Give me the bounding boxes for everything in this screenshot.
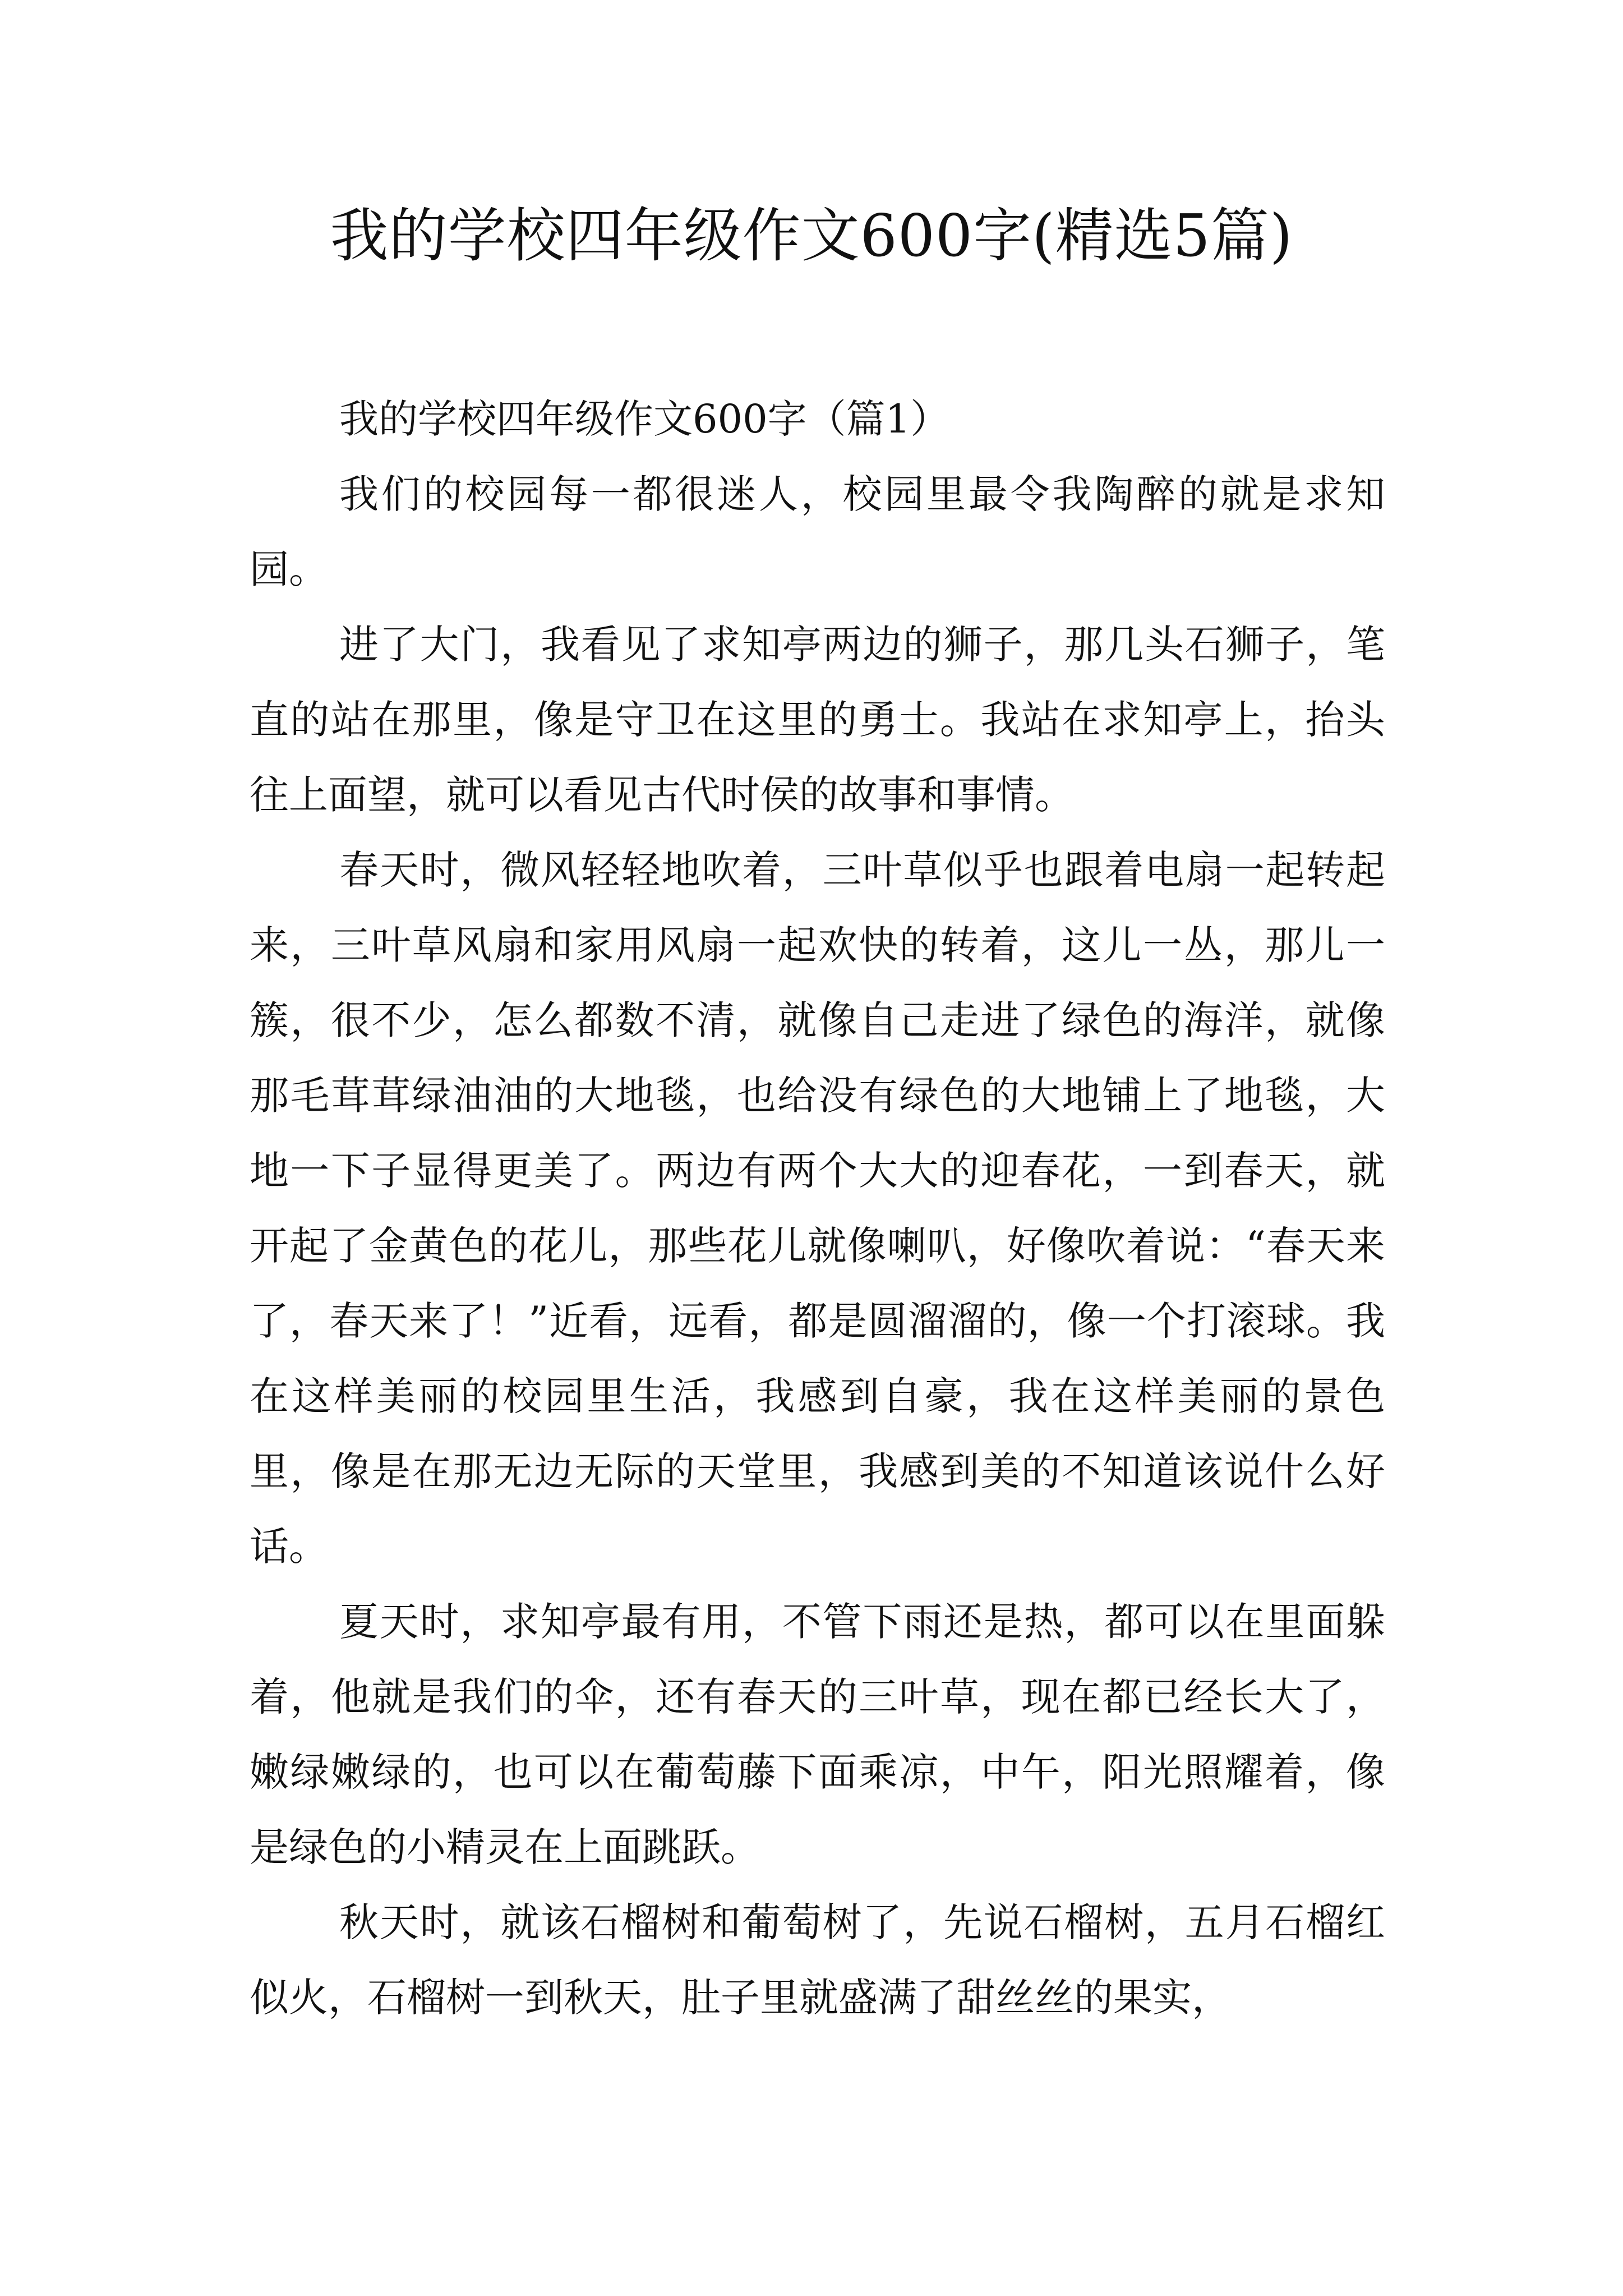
paragraph: 我们的校园每一都很迷人，校园里最令我陶醉的就是求知园。 bbox=[250, 471, 1385, 592]
document-body bbox=[250, 381, 1385, 2035]
paragraph: 夏天时，求知亭最有用，不管下雨还是热，都可以在里面躲着，他就是我们的伞，还有春天的三叶草，现在都已经长大了，嫩绿嫩绿的，也可以在葡萄藤下面乘凉，中午，阳光照耀着，像是绿色的小精灵在上面跳跃。 bbox=[250, 1599, 1385, 1870]
paragraph: 春天时，微风轻轻地吹着，三叶草似乎也跟着电扇一起转起来，三叶草风扇和家用风扇一起欢快的转着，这儿一丛，那儿一簇，很不少，怎么都数不清，就像自己走进了绿色的海洋，就像那毛茸茸绿油油的大地毯，也给没有绿色的大地铺上了地毯，大地一下子显得更美了。两边有两个大大的迎春花，一到春天，就开起了金黄色的花儿，那些花儿就像喇叭，好像吹着说：“春天来了，春天来了！”近看，远看，都是圆溜溜的，像一个打滚球。我在这样美丽的校园里生活，我感到自豪，我在这样美丽的景色里，像是在那无边无际的天堂里，我感到美的不知道该说什么好话。 bbox=[250, 847, 1385, 1570]
document-title: 我的学校四年级作文600字(精选5篇) bbox=[330, 201, 1293, 270]
paragraph: 进了大门，我看见了求知亭两边的狮子，那几头石狮子，笔直的站在那里，像是守卫在这里的勇士。我站在求知亭上，抬头往上面望，就可以看见古代时侯的故事和事情。 bbox=[250, 622, 1385, 818]
paragraph: 秋天时，就该石榴树和葡萄树了，先说石榴树，五月石榴红似火，石榴树一到秋天，肚子里就盛满了甜丝丝的果实， bbox=[250, 1899, 1385, 2021]
section-heading: 我的学校四年级作文600字（篇1） bbox=[339, 396, 950, 442]
